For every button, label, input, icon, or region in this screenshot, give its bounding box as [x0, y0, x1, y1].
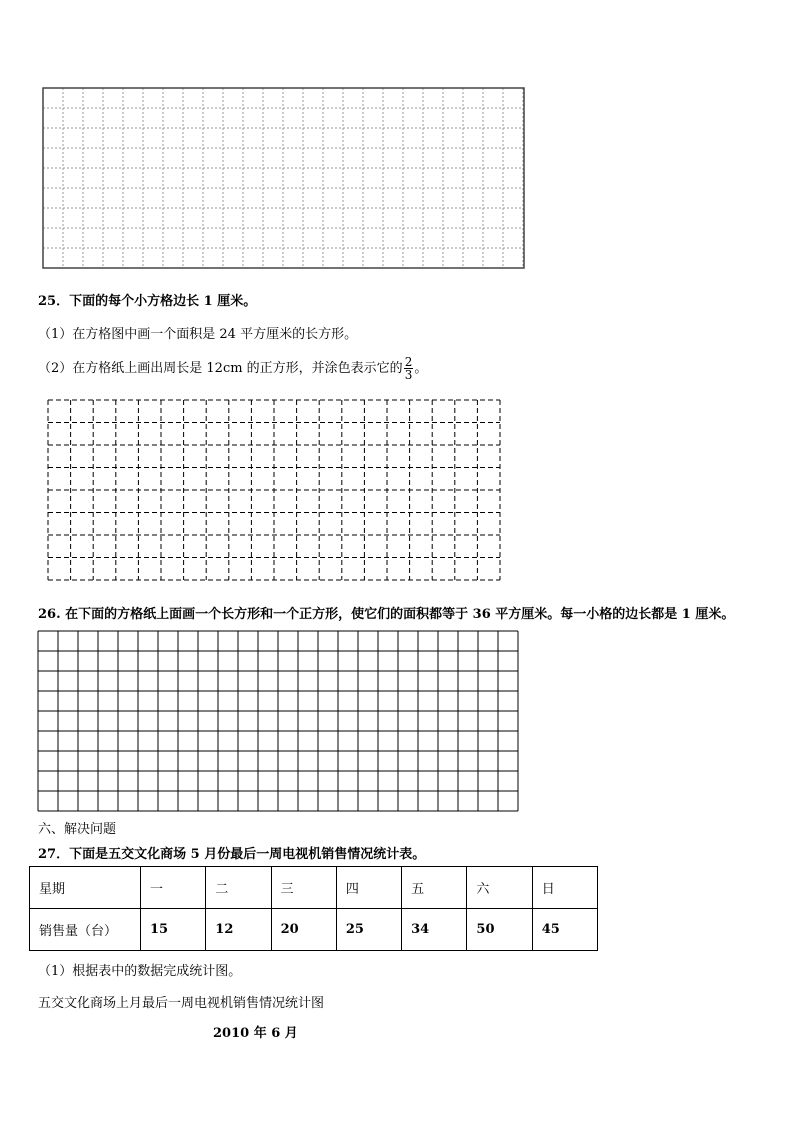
table-cell-sales: 50 — [467, 909, 532, 951]
question-25-part1: （1）在方格图中画一个面积是 24 平方厘米的长方形。 — [38, 327, 358, 342]
question-27-title: 27．下面是五交文化商场 5 月份最后一周电视机销售情况统计表。 — [38, 847, 426, 862]
sales-table — [29, 866, 598, 951]
table-header-sales: 销售量（台） — [30, 909, 141, 951]
table-cell-sales: 15 — [141, 909, 206, 951]
question-25-part2-text: （2）在方格纸上画出周长是 12cm 的正方形，并涂色表示它的 — [38, 361, 403, 376]
table-cell-day: 五 — [402, 867, 467, 909]
table-row — [30, 867, 598, 909]
table-cell-sales: 25 — [336, 909, 401, 951]
question-27-part1: （1）根据表中的数据完成统计图。 — [38, 964, 242, 979]
chart-date: 2010 年 6 月 — [213, 1026, 298, 1041]
solid-grid-figure[interactable] — [0, 625, 794, 815]
table-cell-day: 四 — [336, 867, 401, 909]
chart-title: 五交文化商场上月最后一周电视机销售情况统计图 — [38, 996, 325, 1011]
table-cell-sales: 45 — [532, 909, 597, 951]
table-cell-sales: 34 — [402, 909, 467, 951]
fraction-denominator: 3 — [404, 368, 413, 382]
question-25-part2-end: 。 — [414, 361, 428, 376]
dashed-grid-figure[interactable] — [0, 390, 794, 590]
table-cell-day: 一 — [141, 867, 206, 909]
question-25-part2 — [38, 356, 427, 381]
dotted-grid-figure[interactable] — [0, 0, 794, 280]
fraction-two-thirds — [404, 356, 414, 381]
table-row — [30, 909, 598, 951]
fraction-numerator: 2 — [404, 355, 413, 369]
table-cell-sales: 12 — [206, 909, 271, 951]
question-25-title: 25．下面的每个小方格边长 1 厘米。 — [38, 294, 257, 309]
table-cell-day: 三 — [271, 867, 336, 909]
table-cell-sales: 20 — [271, 909, 336, 951]
table-cell-day: 日 — [532, 867, 597, 909]
table-cell-day: 二 — [206, 867, 271, 909]
table-cell-day: 六 — [467, 867, 532, 909]
section-six-title: 六、解决问题 — [38, 822, 117, 837]
table-header-weekday: 星期 — [30, 867, 141, 909]
question-26-title: 26. 在下面的方格纸上面画一个长方形和一个正方形，使它们的面积都等于 36 平方厘米。每一小格的边长都是 1 厘米。 — [38, 607, 735, 622]
